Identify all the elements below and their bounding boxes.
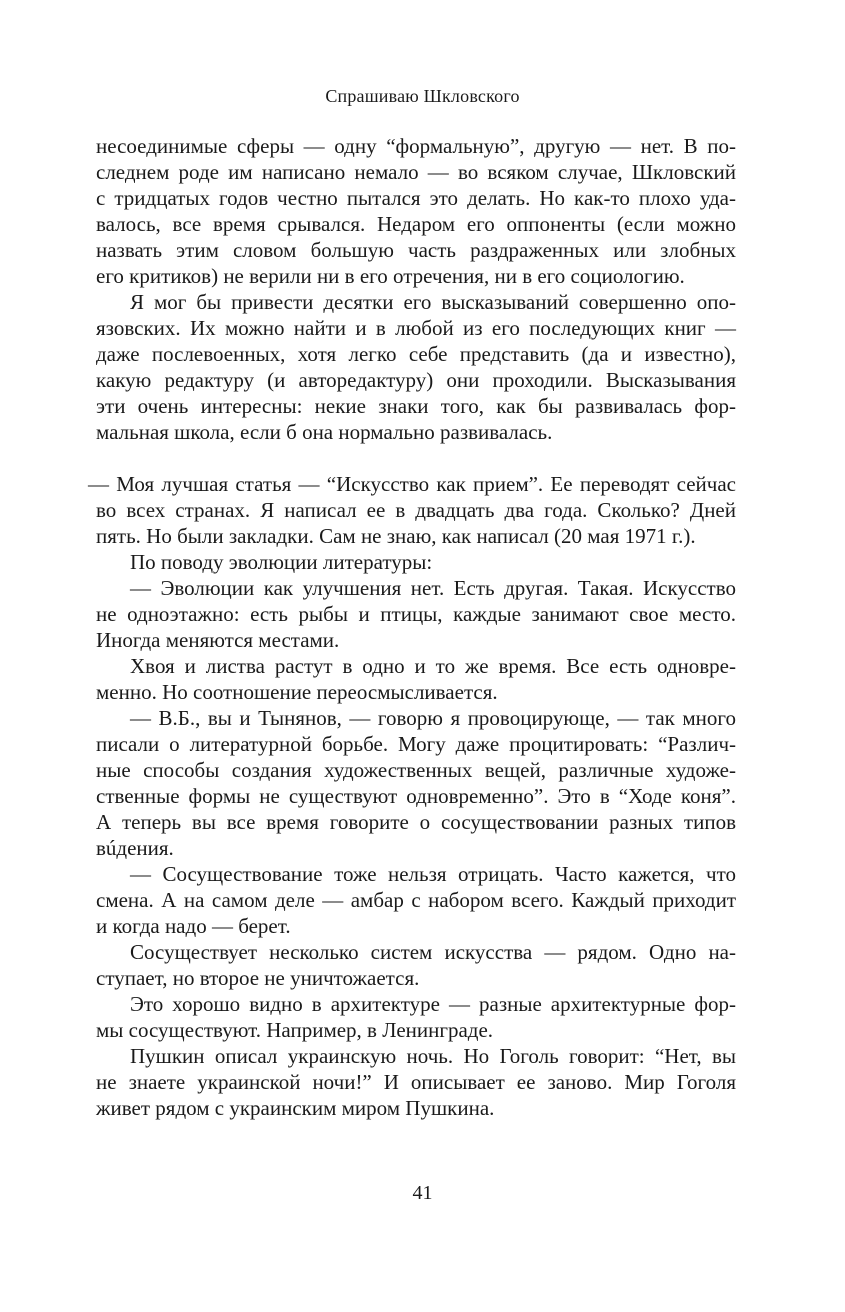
text-line: — В.Б., вы и Тынянов, — говорю я провоцирующе, — так много	[130, 706, 736, 730]
text-line: ные способы создания художественных вещей, различные художе-	[96, 758, 736, 782]
text-block-2	[88, 471, 736, 1121]
text-line: Сосуществует несколько систем искусства — рядом. Одно на-	[130, 940, 736, 964]
text-line: какую редактуру (и авторедактуру) они проходили. Высказывания	[96, 368, 736, 392]
text-line: с тридцатых годов честно пытался это делать. Но как-то плохо уда-	[96, 186, 736, 210]
text-line: — Эволюции как улучшения нет. Есть другая. Такая. Искусство	[130, 576, 736, 600]
text-line: мы сосуществуют. Например, в Ленинграде.	[96, 1018, 494, 1042]
text-line: ступает, но второе не уничтожается.	[96, 966, 420, 990]
text-line: — Сосуществование тоже нельзя отрицать. Часто кажется, что	[130, 862, 736, 886]
running-head: Спрашиваю Шкловского	[325, 86, 520, 106]
text-line: эти очень интересны: некие знаки того, как бы развивалась фор-	[96, 394, 736, 418]
text-line: и когда надо — берет.	[96, 914, 291, 938]
page-number: 41	[412, 1182, 433, 1204]
text-line: не знаете украинской ночи!” И описывает ее заново. Мир Гоголя	[96, 1070, 736, 1094]
text-line: живет рядом с украинским миром Пушкина.	[96, 1096, 495, 1120]
text-line: язовских. Их можно найти и в любой из его последующих книг —	[96, 316, 736, 340]
text-line: Иногда меняются местами.	[96, 628, 340, 652]
text-line: Это хорошо видно в архитектуре — разные архитектурные фор-	[130, 992, 736, 1016]
text-line: По поводу эволюции литературы:	[130, 550, 433, 574]
text-line: Хвоя и листва растут в одно и то же время. Все есть одновре-	[130, 654, 736, 678]
text-line: Я мог бы привести десятки его высказываний совершенно опо-	[130, 290, 736, 314]
text-line: не одноэтажно: есть рыбы и птицы, каждые занимают свое место.	[96, 602, 736, 626]
text-line: менно. Но соотношение переосмысливается.	[96, 680, 498, 704]
text-line: даже послевоенных, хотя легко себе представить (да и известно),	[96, 342, 736, 366]
text-line: следнем роде им написано немало — во всяком случае, Шкловский	[96, 160, 736, 184]
text-line: смена. А на самом деле — амбар с набором всего. Каждый приходит	[96, 888, 736, 912]
text-line: писали о литературной борьбе. Могу даже процитировать: “Различ-	[96, 732, 736, 756]
text-line: несоединимые сферы — одну “формальную”, другую — нет. В по-	[96, 134, 736, 158]
text-line: вúдения.	[96, 836, 174, 860]
text-line: назвать этим словом большую часть раздраженных или злобных	[96, 238, 736, 262]
text-line: ственные формы не существуют одновременно”. Это в “Ходе коня”.	[96, 784, 736, 808]
text-line: мальная школа, если б она нормально развивалась.	[96, 420, 553, 444]
text-line: во всех странах. Я написал ее в двадцать два года. Сколько? Дней	[96, 498, 736, 522]
text-line: А теперь вы все время говорите о сосуществовании разных типов	[96, 810, 736, 834]
text-line: пять. Но были закладки. Сам не знаю, как написал (20 мая 1971 г.).	[96, 524, 696, 548]
text-line: — Моя лучшая статья — “Искусство как прием”. Ее переводят сейчас	[88, 472, 736, 496]
text-line: его критиков) не верили ни в его отречения, ни в его социологию.	[96, 264, 685, 288]
text-line: Пушкин описал украинскую ночь. Но Гоголь говорит: “Нет, вы	[130, 1044, 736, 1068]
text-line: валось, все время срывался. Недаром его оппоненты (если можно	[96, 212, 736, 236]
text-block-1	[96, 133, 736, 445]
